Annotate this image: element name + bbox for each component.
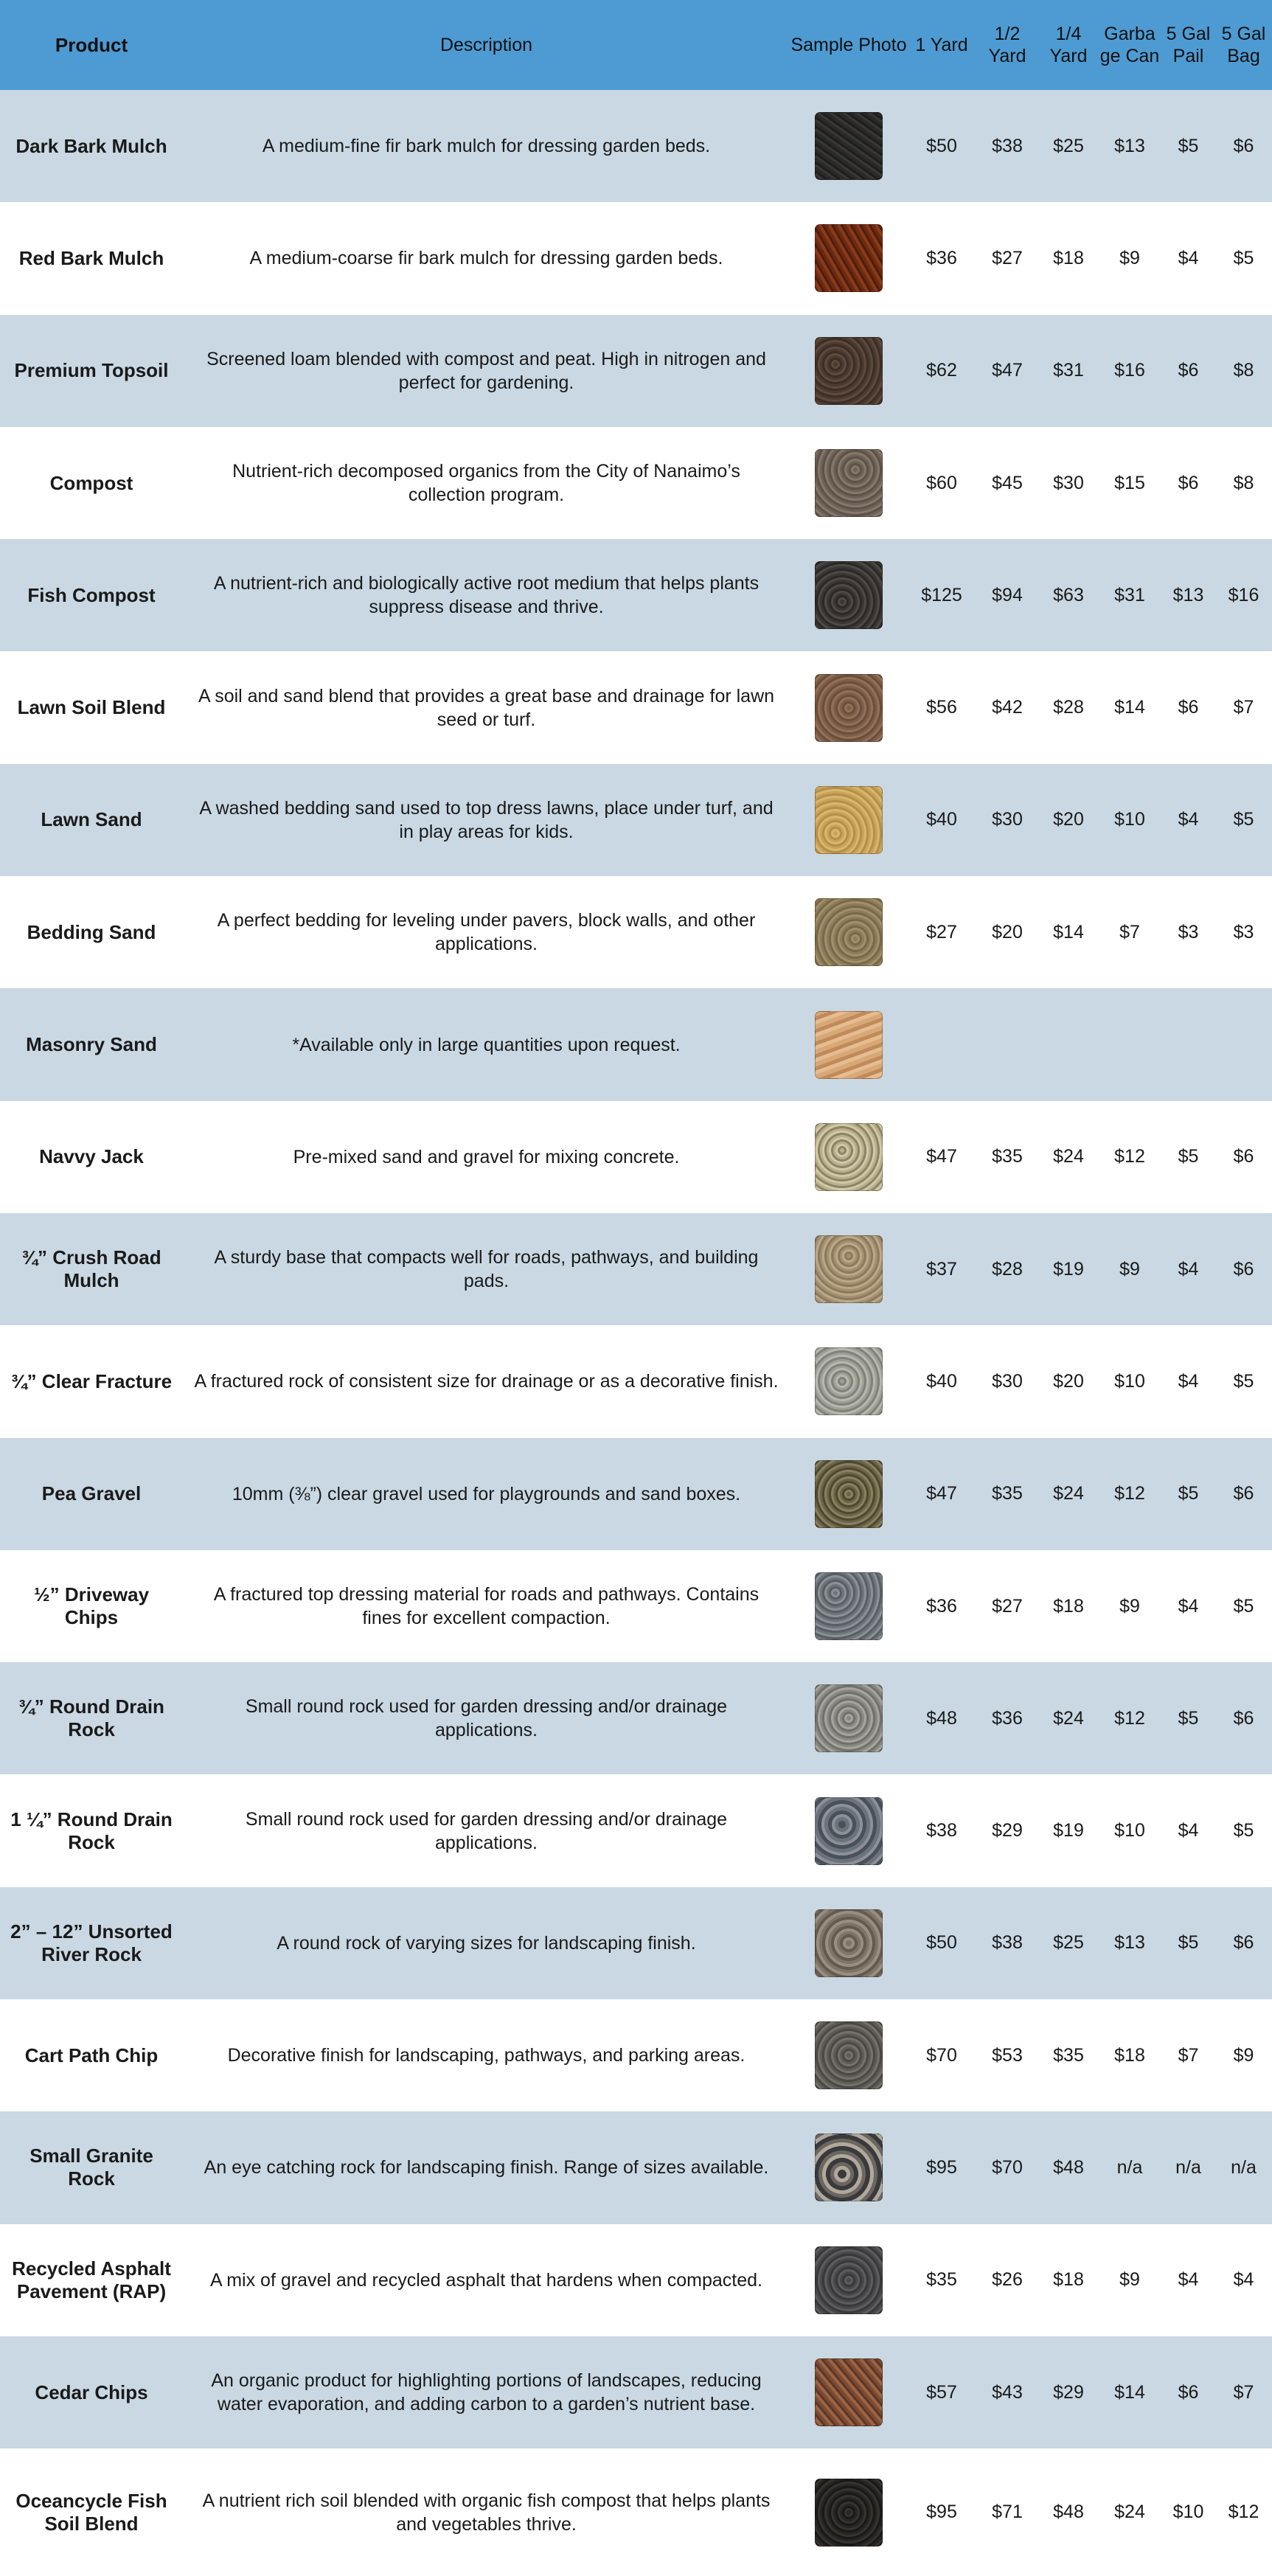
sample-photo-cell xyxy=(790,1774,908,1886)
table-row xyxy=(0,427,1272,539)
header-product: Product xyxy=(55,34,128,56)
table-row xyxy=(0,1213,1272,1325)
sample-photo-cell xyxy=(790,202,908,314)
sample-photo-cell xyxy=(790,2111,908,2223)
price-garbage-can: $14 xyxy=(1114,2381,1145,2403)
product-name: ¾” Round Drain Rock xyxy=(18,1695,164,1741)
price-half-yard: $36 xyxy=(992,1707,1023,1729)
price-half-yard: $27 xyxy=(992,247,1023,268)
table-row xyxy=(0,1325,1272,1437)
table-row xyxy=(0,1550,1272,1662)
price-1-yard: $37 xyxy=(926,1258,957,1280)
round-drain-rock-photo xyxy=(815,1684,883,1752)
price-5-gal-bag: $16 xyxy=(1228,584,1259,605)
price-1-yard: $35 xyxy=(926,2269,957,2291)
price-half-yard: $45 xyxy=(992,472,1023,493)
header-half-yard: 1/2 Yard xyxy=(988,24,1026,66)
fish-compost-photo xyxy=(815,561,883,629)
price-5-gal-pail: n/a xyxy=(1175,2156,1201,2178)
price-5-gal-bag: n/a xyxy=(1231,2156,1257,2178)
table-row xyxy=(0,876,1272,988)
table-row xyxy=(0,90,1272,202)
sample-photo-cell xyxy=(790,651,908,763)
price-5-gal-pail: $6 xyxy=(1178,360,1199,381)
price-5-gal-pail: $10 xyxy=(1172,2502,1204,2523)
table-row xyxy=(0,1101,1272,1213)
lawn-sand-photo xyxy=(815,786,883,854)
price-garbage-can: $12 xyxy=(1114,1707,1145,1729)
price-half-yard: $20 xyxy=(992,921,1023,942)
price-garbage-can: $10 xyxy=(1114,1820,1145,1841)
table-row xyxy=(0,1774,1272,1886)
price-quarter-yard: $24 xyxy=(1053,1707,1084,1729)
product-description: A round rock of varying sizes for landscaping finish. xyxy=(277,1932,696,1954)
sample-photo-cell xyxy=(790,539,908,651)
product-name: Fish Compost xyxy=(27,583,156,606)
product-description: Nutrient-rich decomposed organics from the City of Nanaimo’s collection program. xyxy=(232,461,740,506)
price-1-yard: $27 xyxy=(926,921,957,942)
price-1-yard: $70 xyxy=(926,2044,957,2066)
lawn-soil-blend-photo xyxy=(815,674,883,742)
table-header xyxy=(0,0,1272,90)
price-half-yard: $94 xyxy=(992,584,1023,605)
table-row xyxy=(0,1438,1272,1550)
sample-photo-cell xyxy=(790,315,908,427)
price-1-yard: $47 xyxy=(926,1483,957,1504)
product-description: Decorative finish for landscaping, pathways, and parking areas. xyxy=(227,2045,746,2066)
price-5-gal-bag: $7 xyxy=(1233,697,1254,718)
navvy-jack-photo xyxy=(815,1123,883,1191)
price-1-yard: $47 xyxy=(926,1146,957,1167)
crush-road-mulch-photo xyxy=(815,1235,883,1303)
product-name: Pea Gravel xyxy=(41,1482,142,1505)
product-description: A perfect bedding for leveling under pavers, block walls, and other applications. xyxy=(217,910,756,955)
price-garbage-can: $15 xyxy=(1114,472,1145,493)
price-garbage-can: $13 xyxy=(1114,1932,1145,1954)
product-name: Red Bark Mulch xyxy=(18,246,164,269)
price-garbage-can: $16 xyxy=(1114,360,1145,381)
price-5-gal-bag: $5 xyxy=(1233,1370,1254,1392)
table-row xyxy=(0,1887,1272,1999)
table-row xyxy=(0,2224,1272,2336)
sample-photo-cell xyxy=(790,90,908,202)
price-quarter-yard: $24 xyxy=(1053,1146,1084,1167)
price-5-gal-bag: $6 xyxy=(1233,1146,1254,1167)
product-description: A nutrient rich soil blended with organic fish compost that helps plants and vegetables thrive. xyxy=(202,2490,771,2535)
sample-photo-cell xyxy=(790,1438,908,1550)
product-name: ¾” Crush Road Mulch xyxy=(21,1246,161,1292)
price-half-yard: $26 xyxy=(992,2269,1023,2291)
product-name: Navvy Jack xyxy=(39,1145,144,1168)
price-quarter-yard: $48 xyxy=(1053,2502,1084,2523)
price-5-gal-pail: $4 xyxy=(1178,809,1199,830)
red-bark-mulch-photo xyxy=(815,224,883,292)
price-half-yard: $30 xyxy=(992,809,1023,830)
product-description: Small round rock used for garden dressing and/or drainage applications. xyxy=(245,1808,728,1853)
price-half-yard: $42 xyxy=(992,697,1023,718)
header-5-gal-bag: 5 Gal Bag xyxy=(1221,24,1266,66)
table-row xyxy=(0,1662,1272,1774)
product-description: 10mm (⅜”) clear gravel used for playgrounds and sand boxes. xyxy=(232,1483,741,1504)
granite-rock-photo xyxy=(815,2134,883,2201)
price-half-yard: $35 xyxy=(992,1483,1023,1504)
product-name: 2” – 12” Unsorted River Rock xyxy=(10,1920,173,1965)
product-description: Screened loam blended with compost and peat. High in nitrogen and perfect for gardening. xyxy=(206,348,766,393)
price-5-gal-pail: $4 xyxy=(1178,1820,1199,1841)
price-5-gal-pail: $5 xyxy=(1178,1483,1199,1504)
product-description: *Available only in large quantities upon request. xyxy=(292,1034,681,1055)
clear-fracture-photo xyxy=(815,1347,883,1415)
price-garbage-can: $13 xyxy=(1114,135,1145,156)
product-name: 1 ¼” Round Drain Rock xyxy=(10,1808,173,1853)
price-5-gal-bag: $6 xyxy=(1233,1483,1254,1504)
sample-photo-cell xyxy=(790,876,908,988)
price-5-gal-pail: $4 xyxy=(1178,2269,1199,2291)
product-description: A medium-fine fir bark mulch for dressing garden beds. xyxy=(262,136,711,157)
price-garbage-can: $9 xyxy=(1119,2269,1140,2291)
compost-photo xyxy=(815,449,883,517)
price-quarter-yard: $18 xyxy=(1053,247,1084,268)
price-half-yard: $27 xyxy=(992,1595,1023,1617)
product-name: ½” Driveway Chips xyxy=(33,1583,150,1628)
sample-photo-cell xyxy=(790,764,908,876)
price-quarter-yard: $20 xyxy=(1053,1370,1084,1392)
product-name: Masonry Sand xyxy=(26,1033,157,1056)
product-description: A sturdy base that compacts well for roads, pathways, and building pads. xyxy=(214,1247,759,1292)
product-description: A washed bedding sand used to top dress lawns, place under turf, and in play areas for kids. xyxy=(199,797,774,842)
product-name: Small Granite Rock xyxy=(29,2145,153,2190)
price-5-gal-bag: $6 xyxy=(1233,1258,1254,1280)
price-quarter-yard: $31 xyxy=(1053,360,1084,381)
price-5-gal-bag: $5 xyxy=(1233,809,1254,830)
product-name: Bedding Sand xyxy=(27,920,156,943)
price-half-yard: $47 xyxy=(992,360,1023,381)
price-garbage-can: $14 xyxy=(1114,697,1145,718)
sample-photo-cell xyxy=(790,1101,908,1213)
price-5-gal-bag: $8 xyxy=(1233,360,1254,381)
sample-photo-cell xyxy=(790,988,908,1100)
price-half-yard: $30 xyxy=(992,1370,1023,1392)
price-5-gal-pail: $6 xyxy=(1178,697,1199,718)
sample-photo-cell xyxy=(790,2224,908,2336)
product-name: Compost xyxy=(49,471,133,494)
price-5-gal-pail: $4 xyxy=(1178,1595,1199,1617)
price-quarter-yard: $19 xyxy=(1053,1820,1084,1841)
price-5-gal-bag: $6 xyxy=(1233,135,1254,156)
price-quarter-yard xyxy=(1039,988,1098,1100)
cart-path-chip-photo xyxy=(815,2021,883,2089)
dark-bark-mulch-photo xyxy=(815,112,883,180)
price-1-yard: $36 xyxy=(926,247,957,268)
price-1-yard: $95 xyxy=(926,2156,957,2178)
price-1-yard: $62 xyxy=(926,360,957,381)
sample-photo-cell xyxy=(790,1999,908,2111)
price-5-gal-pail: $4 xyxy=(1178,1258,1199,1280)
price-garbage-can: $9 xyxy=(1119,1258,1140,1280)
table-row xyxy=(0,2448,1272,2576)
price-1-yard: $125 xyxy=(921,584,962,605)
price-garbage-can: $10 xyxy=(1114,1370,1145,1392)
price-quarter-yard: $18 xyxy=(1053,1595,1084,1617)
price-5-gal-bag: $9 xyxy=(1233,2044,1254,2066)
price-5-gal-pail: $3 xyxy=(1178,921,1199,942)
price-5-gal-bag: $7 xyxy=(1233,2381,1254,2403)
sample-photo-cell xyxy=(790,1662,908,1774)
price-garbage-can: $24 xyxy=(1114,2502,1145,2523)
price-half-yard: $28 xyxy=(992,1258,1023,1280)
product-name: Premium Topsoil xyxy=(14,359,169,382)
price-half-yard: $35 xyxy=(992,1146,1023,1167)
header-5-gal-pail: 5 Gal Pail xyxy=(1166,24,1211,66)
price-garbage-can: $9 xyxy=(1119,1595,1140,1617)
price-1-yard: $56 xyxy=(926,697,957,718)
price-half-yard: $38 xyxy=(992,1932,1023,1954)
table-row xyxy=(0,202,1272,314)
product-description: A medium-coarse fir bark mulch for dressing garden beds. xyxy=(249,248,723,269)
product-name: Cedar Chips xyxy=(35,2381,148,2403)
product-name: Lawn Sand xyxy=(41,808,142,831)
price-5-gal-pail: $5 xyxy=(1178,1146,1199,1167)
price-1-yard: $48 xyxy=(926,1707,957,1729)
sample-photo-cell xyxy=(790,1325,908,1437)
price-quarter-yard: $63 xyxy=(1053,584,1084,605)
price-5-gal-bag: $5 xyxy=(1233,247,1254,268)
price-5-gal-bag: $5 xyxy=(1233,1595,1254,1617)
price-half-yard: $38 xyxy=(992,135,1023,156)
price-5-gal-pail: $5 xyxy=(1178,135,1199,156)
price-garbage-can: $12 xyxy=(1114,1146,1145,1167)
product-name: Cart Path Chip xyxy=(24,2044,159,2066)
price-1-yard xyxy=(908,988,976,1100)
price-quarter-yard: $35 xyxy=(1053,2044,1084,2066)
price-1-yard: $50 xyxy=(926,135,957,156)
product-description: A fractured top dressing material for roads and pathways. Contains fines for excellent compaction. xyxy=(213,1584,760,1628)
cedar-chips-photo xyxy=(815,2358,883,2426)
price-5-gal-bag xyxy=(1215,988,1272,1100)
table-row xyxy=(0,539,1272,651)
price-half-yard: $71 xyxy=(992,2502,1023,2523)
price-quarter-yard: $48 xyxy=(1053,2156,1084,2178)
price-1-yard: $40 xyxy=(926,1370,957,1392)
bedding-sand-photo xyxy=(815,898,883,966)
sample-photo-cell xyxy=(790,1887,908,1999)
price-garbage-can: $31 xyxy=(1114,584,1145,605)
river-rock-photo xyxy=(815,1909,883,1977)
product-name: Oceancycle Fish Soil Blend xyxy=(15,2489,167,2535)
price-5-gal-bag: $5 xyxy=(1233,1820,1254,1841)
price-5-gal-bag: $8 xyxy=(1233,472,1254,493)
product-name: Recycled Asphalt Pavement (RAP) xyxy=(12,2257,171,2302)
product-name: Dark Bark Mulch xyxy=(15,134,167,157)
product-description: A mix of gravel and recycled asphalt that hardens when compacted. xyxy=(209,2269,763,2291)
price-1-yard: $60 xyxy=(926,472,957,493)
price-5-gal-bag: $6 xyxy=(1233,1707,1254,1729)
price-garbage-can xyxy=(1098,988,1161,1100)
table-row xyxy=(0,2336,1272,2448)
large-round-drain-rock-photo xyxy=(815,1797,883,1865)
price-1-yard: $36 xyxy=(926,1595,957,1617)
price-quarter-yard: $19 xyxy=(1053,1258,1084,1280)
price-5-gal-pail xyxy=(1161,988,1215,1100)
product-description: Small round rock used for garden dressing and/or drainage applications. xyxy=(245,1696,728,1741)
sample-photo-cell xyxy=(790,1550,908,1662)
product-description: Pre-mixed sand and gravel for mixing concrete. xyxy=(293,1146,680,1167)
table-row xyxy=(0,1999,1272,2111)
price-quarter-yard: $30 xyxy=(1053,472,1084,493)
price-quarter-yard: $14 xyxy=(1053,921,1084,942)
header-sample-photo: Sample Photo xyxy=(790,35,907,55)
pea-gravel-photo xyxy=(815,1460,883,1528)
price-5-gal-pail: $6 xyxy=(1178,472,1199,493)
price-5-gal-pail: $7 xyxy=(1178,2044,1199,2066)
header-garbage-can: Garba ge Can xyxy=(1099,24,1160,66)
sample-photo-cell xyxy=(790,427,908,539)
price-5-gal-bag: $4 xyxy=(1233,2269,1254,2291)
product-description: A soil and sand blend that provides a great base and drainage for lawn seed or turf. xyxy=(198,685,775,730)
price-garbage-can: n/a xyxy=(1116,2156,1143,2178)
price-5-gal-bag: $6 xyxy=(1233,1932,1254,1954)
price-garbage-can: $9 xyxy=(1119,247,1140,268)
price-1-yard: $95 xyxy=(926,2502,957,2523)
price-quarter-yard: $25 xyxy=(1053,135,1084,156)
price-quarter-yard: $29 xyxy=(1053,2381,1084,2403)
price-5-gal-pail: $4 xyxy=(1178,247,1199,268)
price-1-yard: $50 xyxy=(926,1932,957,1954)
masonry-sand-photo xyxy=(815,1011,883,1079)
price-half-yard: $70 xyxy=(992,2156,1023,2178)
price-quarter-yard: $24 xyxy=(1053,1483,1084,1504)
price-garbage-can: $12 xyxy=(1114,1483,1145,1504)
price-quarter-yard: $20 xyxy=(1053,809,1084,830)
price-quarter-yard: $18 xyxy=(1053,2269,1084,2291)
price-5-gal-pail: $4 xyxy=(1178,1370,1199,1392)
table-row xyxy=(0,988,1272,1100)
price-garbage-can: $10 xyxy=(1114,809,1145,830)
sample-photo-cell xyxy=(790,1213,908,1325)
table-row xyxy=(0,764,1272,876)
product-description: A fractured rock of consistent size for drainage or as a decorative finish. xyxy=(194,1371,779,1392)
price-1-yard: $57 xyxy=(926,2381,957,2403)
header-description: Description xyxy=(439,35,533,55)
price-quarter-yard: $28 xyxy=(1053,697,1084,718)
product-description: An eye catching rock for landscaping finish. Range of sizes available. xyxy=(204,2157,769,2179)
recycled-asphalt-photo xyxy=(815,2246,883,2314)
price-garbage-can: $7 xyxy=(1119,921,1140,942)
price-5-gal-bag: $3 xyxy=(1233,921,1254,942)
price-5-gal-pail: $6 xyxy=(1178,2381,1199,2403)
price-half-yard: $29 xyxy=(992,1820,1023,1841)
product-name: ¾” Clear Fracture xyxy=(10,1369,173,1392)
price-5-gal-pail: $5 xyxy=(1178,1932,1199,1954)
price-half-yard: $43 xyxy=(992,2381,1023,2403)
price-half-yard: $53 xyxy=(992,2044,1023,2066)
product-name: Lawn Soil Blend xyxy=(17,696,166,719)
price-garbage-can: $18 xyxy=(1114,2044,1145,2066)
price-1-yard: $38 xyxy=(926,1820,957,1841)
price-1-yard: $40 xyxy=(926,809,957,830)
price-5-gal-bag: $12 xyxy=(1228,2502,1259,2523)
fish-soil-blend-photo xyxy=(815,2479,883,2547)
price-5-gal-pail: $13 xyxy=(1172,584,1204,605)
driveway-chips-photo xyxy=(815,1572,883,1640)
sample-photo-cell xyxy=(790,2336,908,2448)
product-description: A nutrient-rich and biologically active root medium that helps plants suppress disease and thrive. xyxy=(213,573,760,618)
table-row xyxy=(0,651,1272,763)
header-quarter-yard: 1/4 Yard xyxy=(1049,24,1088,66)
price-half-yard xyxy=(976,988,1039,1100)
product-description: An organic product for highlighting portions of landscapes, reducing water evaporation, and adding carbon to a garden’s nutrient base. xyxy=(211,2370,762,2415)
header-1-yard: 1 Yard xyxy=(915,35,968,55)
table-row xyxy=(0,315,1272,427)
price-5-gal-pail: $5 xyxy=(1178,1707,1199,1729)
table-row xyxy=(0,2111,1272,2223)
price-quarter-yard: $25 xyxy=(1053,1932,1084,1954)
sample-photo-cell xyxy=(790,2448,908,2576)
premium-topsoil-photo xyxy=(815,337,883,405)
